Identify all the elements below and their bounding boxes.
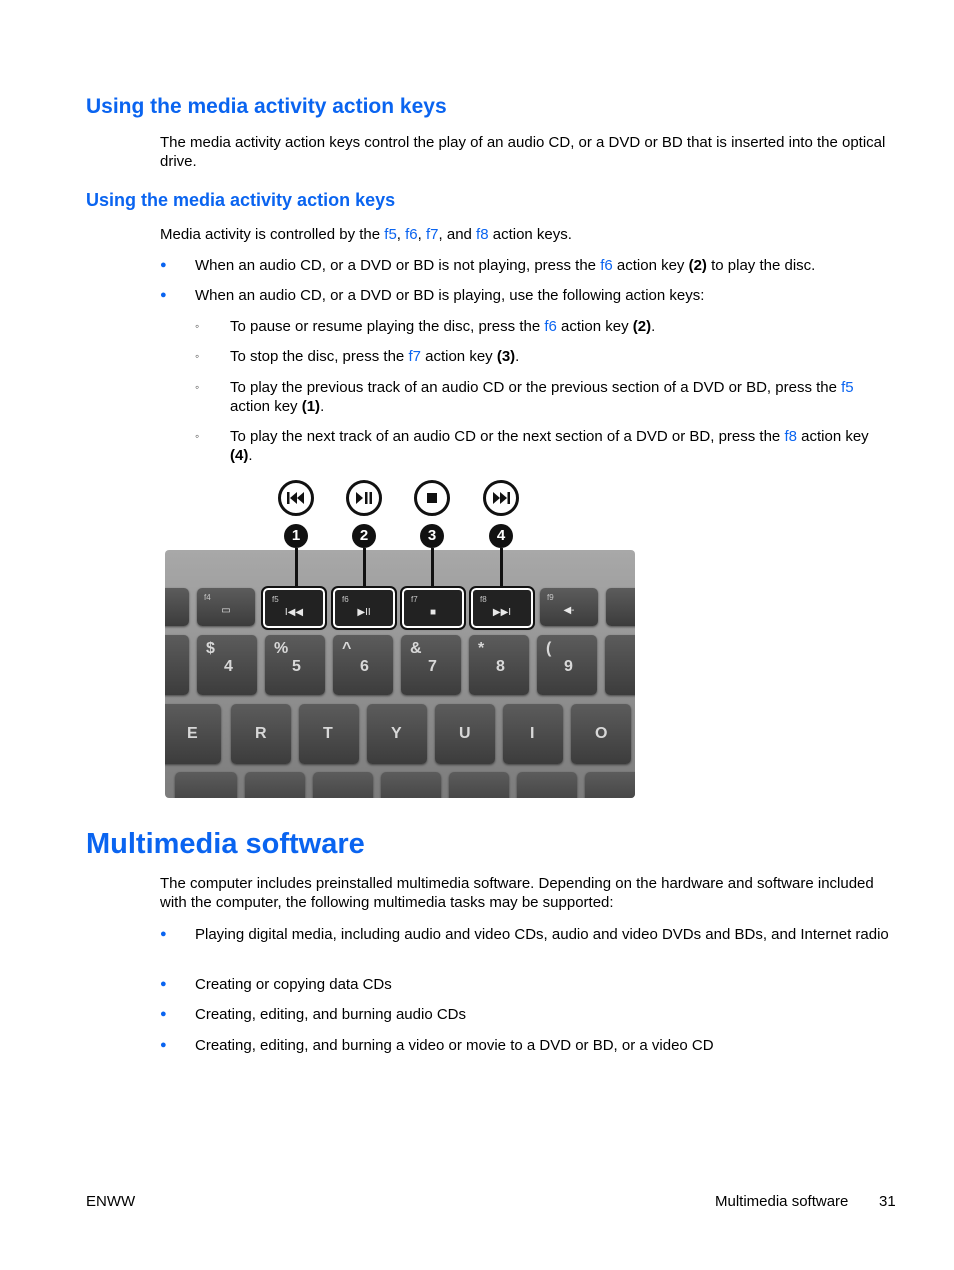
partial-key: [165, 635, 189, 695]
sub-bullet-icon: ◦: [195, 429, 200, 443]
bullet-icon: ●: [160, 289, 167, 301]
partial-key: [449, 772, 509, 798]
key-8: * 8: [469, 635, 529, 695]
f6-key-link[interactable]: f6: [405, 226, 418, 243]
f8-key: f8 ▶▶I: [471, 588, 533, 628]
key-4: $ 4: [197, 635, 257, 695]
callout-4: 4: [489, 524, 513, 548]
f4-key: f4 ▭: [197, 588, 255, 626]
section-intro: The media activity action keys control the play of an audio CD, or a DVD or BD that is inserted into the optical drive.: [160, 134, 886, 170]
previous-track-icon: [278, 480, 314, 516]
key-i: I: [503, 704, 563, 764]
partial-key: [245, 772, 305, 798]
leader-line: [431, 548, 434, 586]
key-7: & 7: [401, 635, 461, 695]
f5-key-link[interactable]: f5: [384, 226, 397, 243]
play-pause-icon: [346, 480, 382, 516]
f7-key: f7 ■: [402, 588, 464, 628]
key-t: T: [299, 704, 359, 764]
key-u: U: [435, 704, 495, 764]
bullet-icon: ●: [160, 1039, 167, 1051]
keyboard-image: [165, 550, 635, 798]
subsection-title-media-keys: Using the media activity action keys: [86, 190, 396, 210]
key-9: ( 9: [537, 635, 597, 695]
bullet-icon: ●: [160, 978, 167, 990]
key-5: % 5: [265, 635, 325, 695]
f9-key: f9 ◀-: [540, 588, 598, 626]
bullet-icon: ●: [160, 1008, 167, 1020]
media-keys-figure: [165, 478, 635, 800]
leader-line: [295, 548, 298, 586]
partial-key: [165, 588, 189, 626]
key-6: ^ 6: [333, 635, 393, 695]
sub-bullet-icon: ◦: [195, 319, 200, 333]
key-e: E: [165, 704, 221, 764]
callout-1: 1: [284, 524, 308, 548]
partial-key: [605, 635, 635, 695]
f5-key-link[interactable]: f5: [841, 379, 854, 396]
callout-3: 3: [420, 524, 444, 548]
partial-key: [517, 772, 577, 798]
f5-key: f5 I◀◀: [263, 588, 325, 628]
f7-key-link[interactable]: f7: [408, 348, 421, 365]
partial-key: [606, 588, 635, 626]
section-title-media-keys: Using the media activity action keys: [86, 95, 447, 118]
partial-key: [381, 772, 441, 798]
f8-key-link[interactable]: f8: [476, 226, 489, 243]
sub-bullet-icon: ◦: [195, 349, 200, 363]
key-o: O: [571, 704, 631, 764]
f8-key-link[interactable]: f8: [784, 428, 797, 445]
stop-icon: [414, 480, 450, 516]
f7-key-link[interactable]: f7: [426, 226, 439, 243]
sub-bullet-icon: ◦: [195, 380, 200, 394]
leader-line: [500, 548, 503, 586]
next-track-icon: [483, 480, 519, 516]
key-y: Y: [367, 704, 427, 764]
footer-section: Multimedia software: [715, 1193, 849, 1210]
leader-line: [363, 548, 366, 586]
bullet-icon: ●: [160, 928, 167, 940]
partial-key: [313, 772, 373, 798]
bullet-icon: ●: [160, 259, 167, 271]
partial-key: [585, 772, 635, 798]
f6-key: f6 ▶II: [333, 588, 395, 628]
key-r: R: [231, 704, 291, 764]
partial-key: [175, 772, 237, 798]
page-number: 31: [879, 1193, 896, 1210]
multimedia-intro: The computer includes preinstalled multimedia software. Depending on the hardware and software included with the computer, the following multimedia tasks may be supported:: [160, 875, 874, 911]
section-title-multimedia-software: Multimedia software: [86, 828, 365, 860]
callout-2: 2: [352, 524, 376, 548]
f6-key-link[interactable]: f6: [600, 257, 613, 274]
footer-left: ENWW: [86, 1193, 136, 1210]
media-keys-intro: Media activity is controlled by the f5, f6, f7, and f8 action keys.: [160, 226, 572, 243]
f6-key-link[interactable]: f6: [544, 318, 557, 335]
